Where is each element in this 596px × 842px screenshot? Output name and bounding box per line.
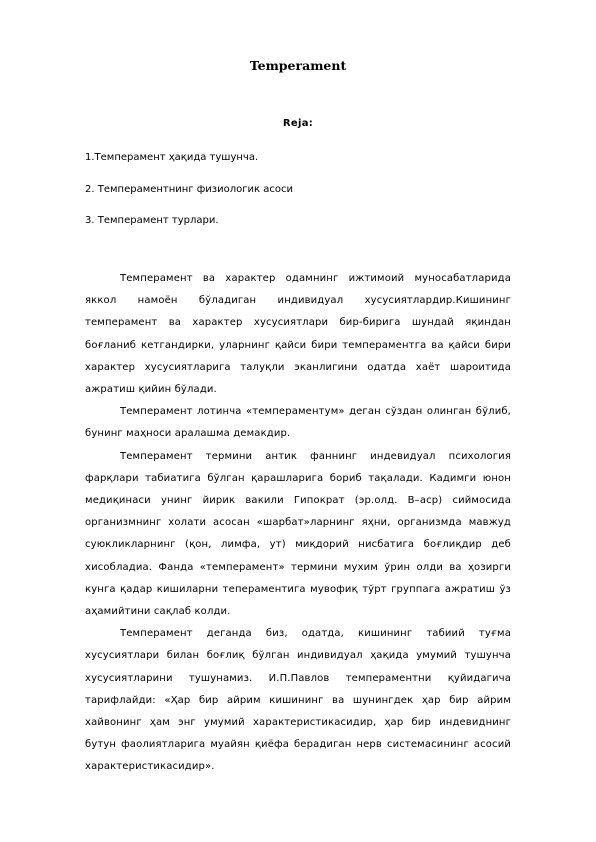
body-paragraph-4: Темперамент деганда биз, одатда, кишининг табиий туғма хусусиятлари билан боғлиқ бўлган индивидуал ҳақида умумий тушунча хусусиятларини тушунамиз. И.П.Павлов темпераментни қуйидагича тарифлайди: «Ҳар бир айрим кишининг ва шунингдек ҳар бир айрим хайвонинг ҳам энг умумий характеристикасидир, ҳар бир индевиднинг бутун фаолиятларига муайян қиёфа берадиган нерв системасининг асосий характеристикасидир». bbox=[85, 628, 511, 773]
document-body bbox=[85, 268, 511, 779]
plan-list bbox=[85, 151, 511, 246]
body-paragraph-3: Темперамент термини антик фаннинг индевидуал психология фарқлари табиатига бўлган қарашларига бориб тақалади. Кадимги юнон медиқинаси унинг йирик вакили Гипократ (эр.олд. В–аср) сиймосида организмнинг холати асосан «шарбат»ларнинг яҳни, организмда мавжуд суюкликларнинг (қон, лимфа, ут) миқдорий нисбатига боғлиқдир деб хисобладиа. Фанда «темперамент» термини мухим ўрин олди ва ҳозирги кунга қадар кишиларни тепераментига мувофиқ тўрт группага ажратиш ўз аҳамийтини сақлаб колди. bbox=[85, 450, 511, 618]
document-title: Temperament bbox=[249, 58, 347, 73]
plan-item-2: 2. Темпераментнинг физиологик асоси bbox=[85, 183, 293, 195]
body-paragraph-1: Темперамент ва характер одамнинг ижтимоий муносабатларида яккол намоён бўладиган индивидуал хусусиятлардир.Кишининг темперамент ва характер хусусиятлари бир-бирига шундай яқиндан боғланиб кетгандирки, уларнинг қайси бири темпераментга ва қайси бири характер хусусиятларига талуқли эканлигини одатда хаёт шароитида ажратиш қийин бўлади. bbox=[85, 273, 511, 396]
plan-item-1: 1.Темперамент ҳақида тушунча. bbox=[85, 152, 259, 163]
plan-item-3: 3. Темперамент турлари. bbox=[85, 215, 219, 226]
plan-heading: Reja: bbox=[282, 118, 314, 129]
body-paragraph-2: Темперамент лотинча «темпераментум» деган сўздан олинган бўлиб, бунинг маҳноси аралашма демакдир. bbox=[85, 406, 511, 440]
